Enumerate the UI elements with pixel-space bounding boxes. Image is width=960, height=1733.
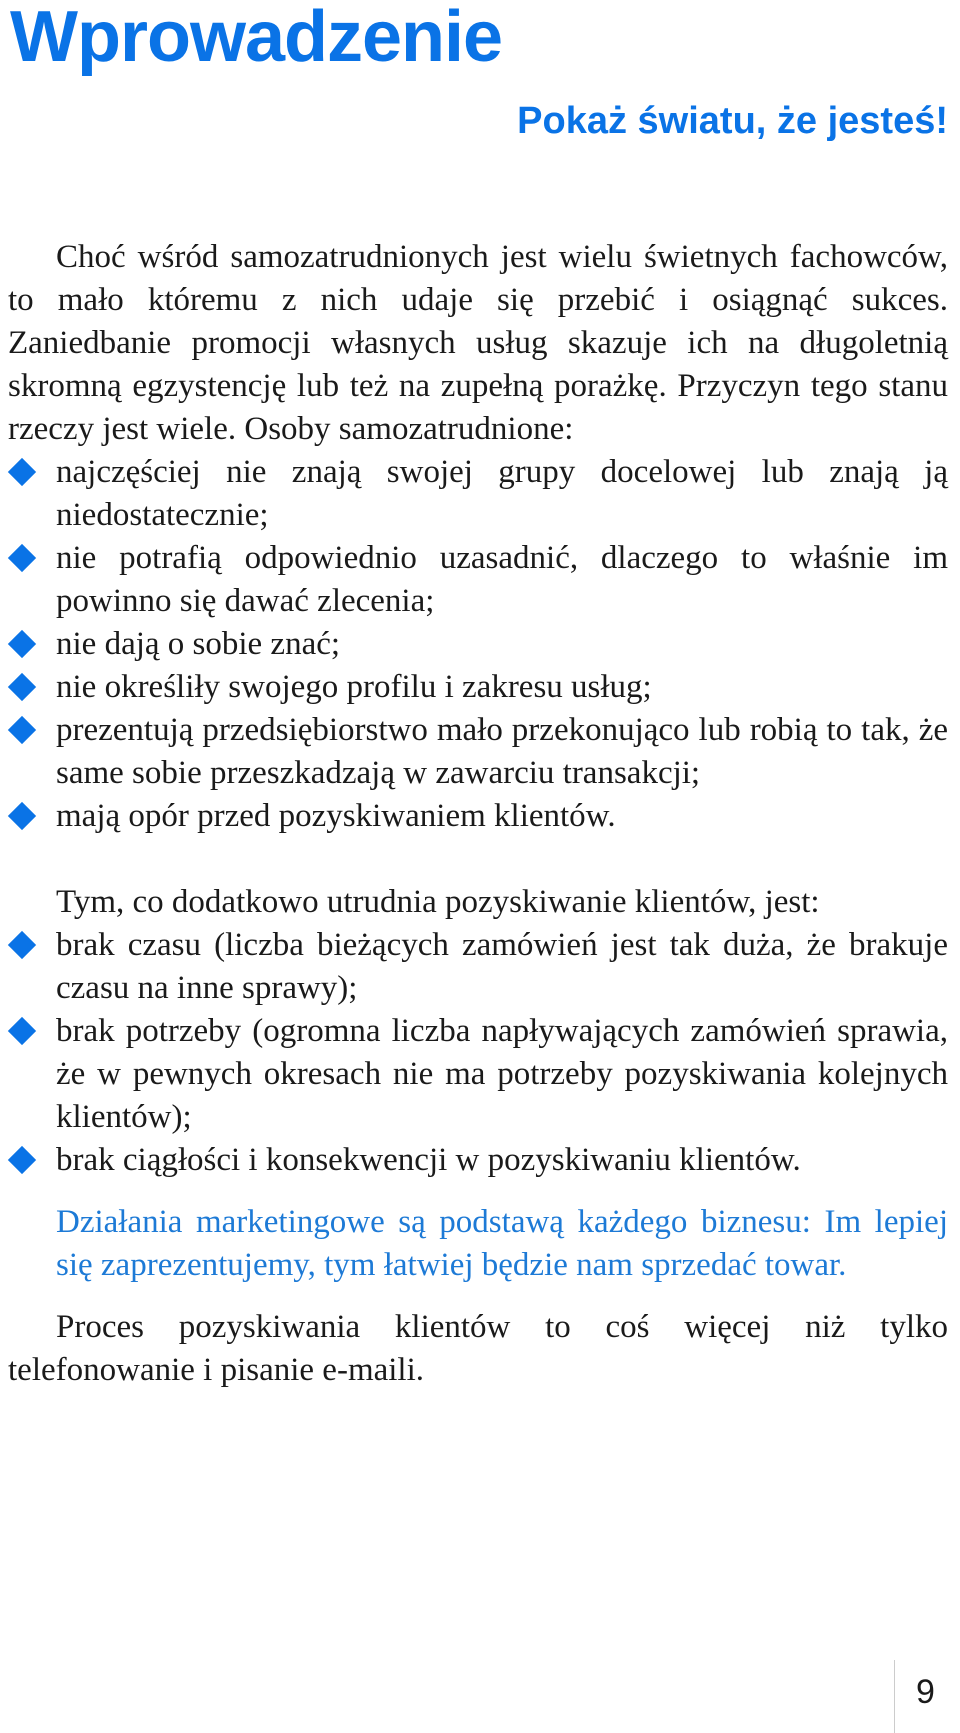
diamond-bullet-icon — [8, 802, 36, 830]
diamond-bullet-icon — [8, 1017, 36, 1045]
list-item: brak czasu (liczba bieżących zamówień jest tak duża, że brakuje czasu na inne sprawy); — [8, 924, 948, 1010]
diamond-bullet-icon — [8, 458, 36, 486]
problems-list — [8, 451, 948, 838]
diamond-bullet-icon — [8, 931, 36, 959]
body-text — [8, 236, 948, 1392]
diamond-bullet-icon — [8, 544, 36, 572]
diamond-bullet-icon — [8, 716, 36, 744]
book-page — [8, 0, 948, 1733]
highlight-paragraph: Działania marketingowe są podstawą każdego biznesu: Im lepiej się zaprezentujemy, tym łatwiej będzie nam sprzedać towar. — [56, 1204, 948, 1283]
page-number: 9 — [916, 1673, 935, 1711]
list-item: najczęściej nie znają swojej grupy docelowej lub znają ją niedostatecznie; — [8, 451, 948, 537]
chapter-subtitle: Pokaż światu, że jesteś! — [517, 100, 948, 142]
list-item: prezentują przedsiębiorstwo mało przekonująco lub robią to tak, że same sobie przeszkadzają w zawarciu transakcji; — [8, 709, 948, 795]
list-item: nie określiły swojego profilu i zakresu usług; — [8, 666, 948, 709]
list-item: brak ciągłości i konsekwencji w pozyskiwaniu klientów. — [8, 1139, 948, 1182]
intro-paragraph: Choć wśród samozatrudnionych jest wielu świetnych fachowców, to mało któremu z nich udaje się przebić i osiągnąć sukces. Zaniedbanie promocji własnych usług skazuje ich na długoletnią skromną egzystencję lub też na zupełną porażkę. Przyczyn tego stanu rzeczy jest wiele. Osoby samozatrudnione: — [8, 239, 948, 447]
diamond-bullet-icon — [8, 1146, 36, 1174]
difficulties-list — [8, 924, 948, 1182]
list-item: nie potrafią odpowiednio uzasadnić, dlaczego to właśnie im powinno się dawać zlecenia; — [8, 537, 948, 623]
diamond-bullet-icon — [8, 630, 36, 658]
list-item: mają opór przed pozyskiwaniem klientów. — [8, 795, 948, 838]
closing-paragraph: Proces pozyskiwania klientów to coś więcej niż tylko telefonowanie i pisanie e-maili. — [8, 1309, 948, 1388]
list-item: brak potrzeby (ogromna liczba napływających zamówień sprawia, że w pewnych okresach nie ma potrzeby pozyskiwania kolejnych klientów); — [8, 1010, 948, 1139]
second-intro-paragraph: Tym, co dodatkowo utrudnia pozyskiwanie klientów, jest: — [56, 884, 820, 920]
chapter-title: Wprowadzenie — [10, 0, 503, 77]
diamond-bullet-icon — [8, 673, 36, 701]
page-number-divider — [894, 1660, 895, 1733]
list-item: nie dają o sobie znać; — [8, 623, 948, 666]
